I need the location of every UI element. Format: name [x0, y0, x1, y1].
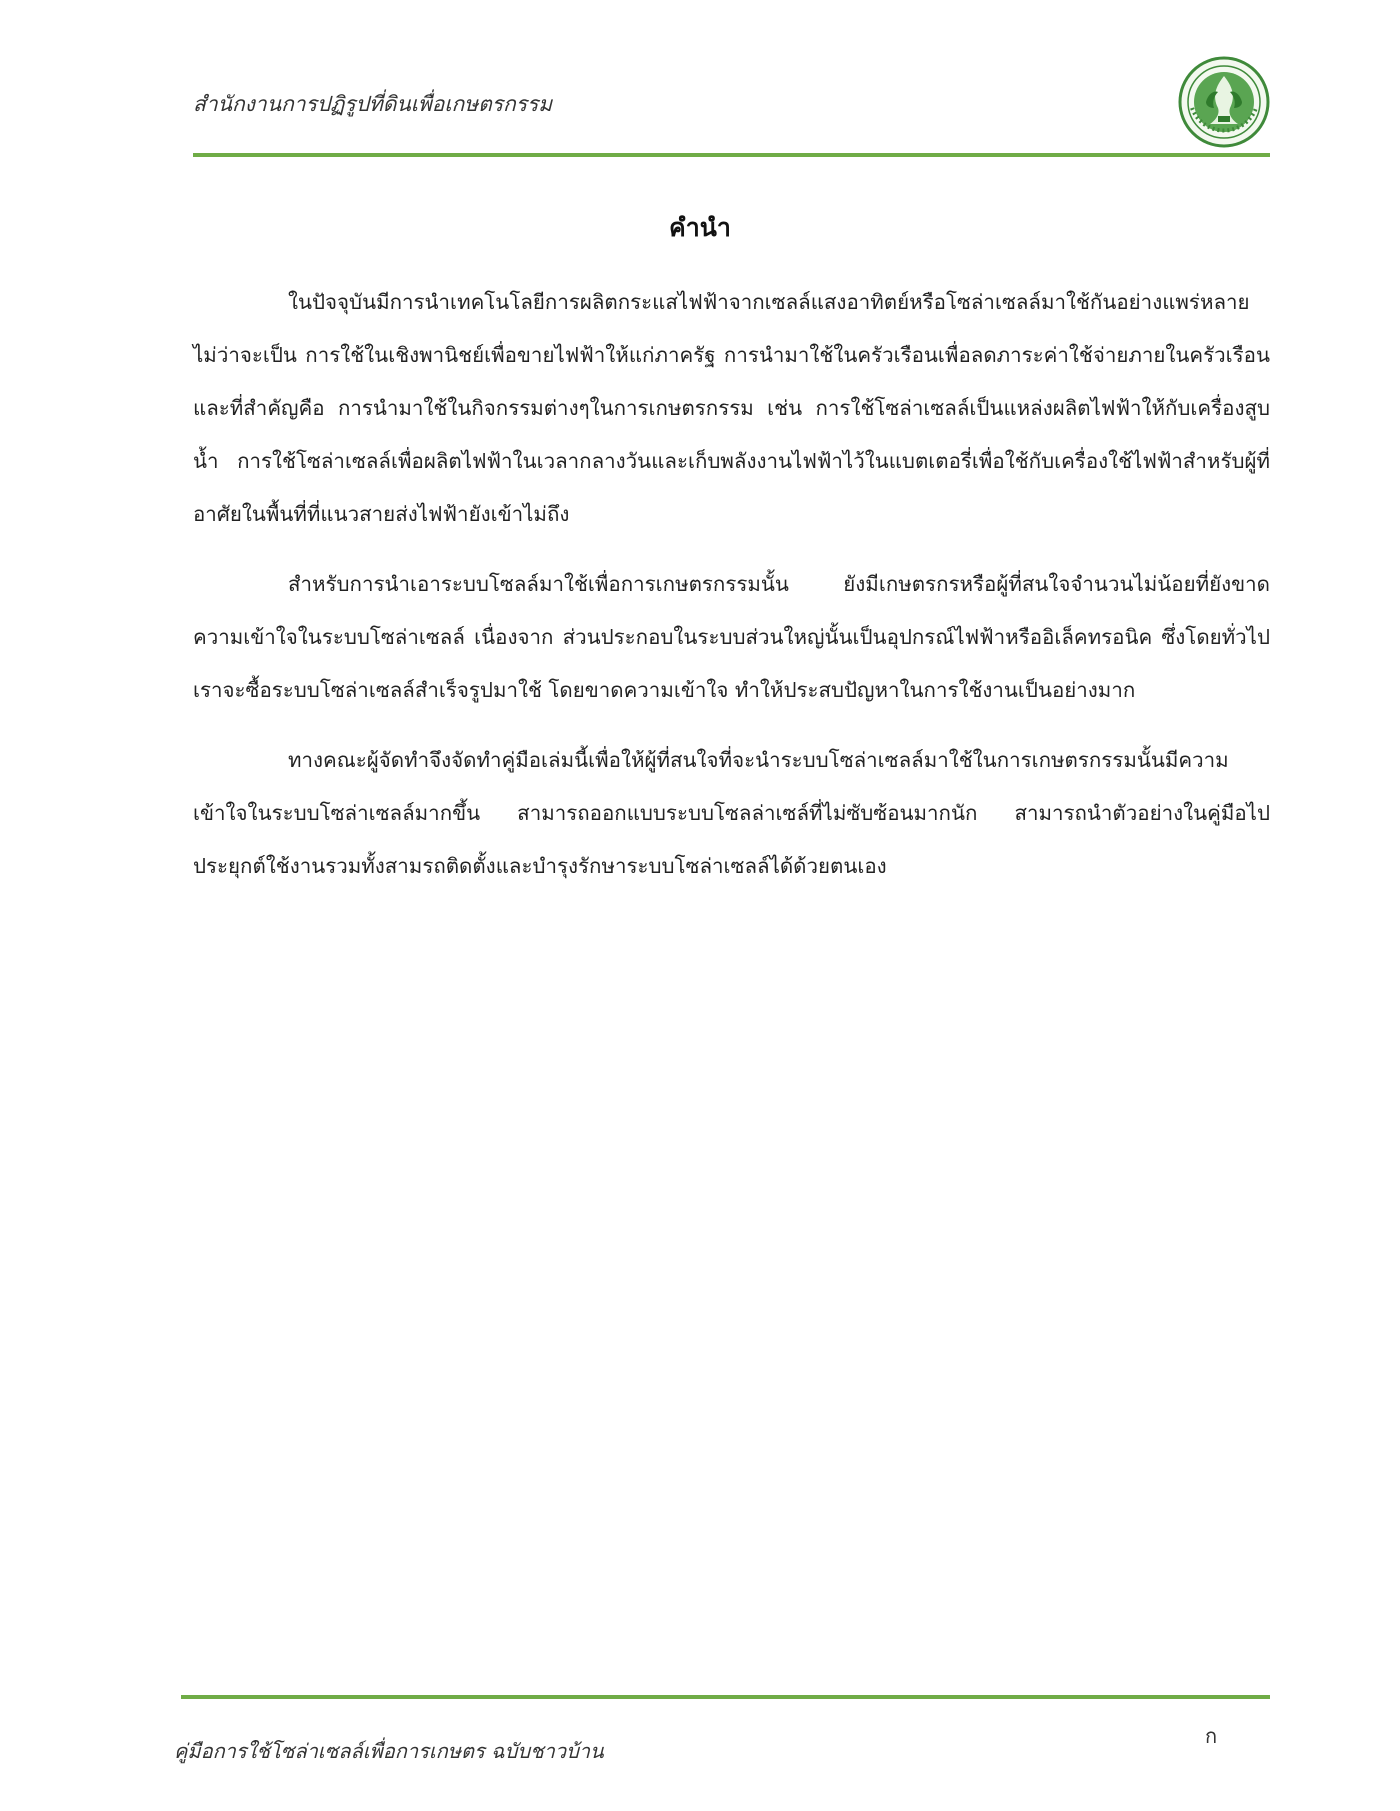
document-body	[193, 276, 1270, 910]
alro-seal-icon	[1178, 56, 1270, 148]
paragraph-1: ในปัจจุบันมีการนำเทคโนโลยีการผลิตกระแสไฟฟ้าจากเซลล์แสงอาทิตย์หรือโซล่าเซลล์มาใช้กันอย่างแพร่หลาย ไม่ว่าจะเป็น การใช้ในเชิงพานิชย์เพื่อขายไฟฟ้าให้แก่ภาครัฐ การนำมาใช้ในครัวเรือนเพื่อลดภาระค่าใช้จ่ายภายในครัวเรือน และที่สำคัญคือ การนำมาใช้ในกิจกรรมต่างๆในการเกษตรกรรม เช่น การใช้โซล่าเซลล์เป็นแหล่งผลิตไฟฟ้าให้กับเครื่องสูบน้ำ การใช้โซล่าเซลล์เพื่อผลิตไฟฟ้าในเวลากลางวันและเก็บพลังงานไฟฟ้าไว้ในแบตเตอรี่เพื่อใช้กับเครื่องใช้ไฟฟ้าสำหรับผู้ที่อาศัยในพื้นที่ที่แนวสายส่งไฟฟ้ายังเข้าไม่ถึง	[193, 290, 1270, 526]
paragraph-2: สำหรับการนำเอาระบบโซลล์มาใช้เพื่อการเกษตรกรรมนั้น ยังมีเกษตรกรหรือผู้ที่สนใจจำนวนไม่น้อยที่ยังขาดความเข้าใจในระบบโซล่าเซลล์ เนื่องจาก ส่วนประกอบในระบบส่วนใหญ่นั้นเป็นอุปกรณ์ไฟฟ้าหรืออิเล็คทรอนิค ซึ่งโดยทั่วไปเราจะซื้อระบบโซล่าเซลล์สำเร็จรูปมาใช้ โดยขาดความเข้าใจ ทำให้ประสบปัญหาในการใช้งานเป็นอย่างมาก	[193, 572, 1270, 702]
header-divider	[193, 153, 1270, 157]
footer-divider	[181, 1695, 1270, 1699]
paragraph-3: ทางคณะผู้จัดทำจึงจัดทำคู่มือเล่มนี้เพื่อให้ผู้ที่สนใจที่จะนำระบบโซล่าเซลล์มาใช้ในการเกษตรกรรมนั้นมีความเข้าใจในระบบโซล่าเซลล์มากขึ้น สามารถออกแบบระบบโซลล่าเซล์ที่ไม่ซับซ้อนมากนัก สามารถนำตัวอย่างในคู่มือไปประยุกต์ใช้งานรวมทั้งสามรถติดตั้งและบำรุงรักษาระบบโซล่าเซลล์ได้ด้วยตนเอง	[193, 748, 1270, 878]
header-organization: สำนักงานการปฏิรูปที่ดินเพื่อเกษตรกรรม	[193, 92, 553, 116]
page-number: ก	[1205, 1724, 1218, 1748]
footer-book-title: คู่มือการใช้โซล่าเซลล์เพื่อการเกษตร ฉบับชาวบ้าน	[174, 1739, 604, 1763]
page-title: คำนำ	[669, 213, 731, 242]
